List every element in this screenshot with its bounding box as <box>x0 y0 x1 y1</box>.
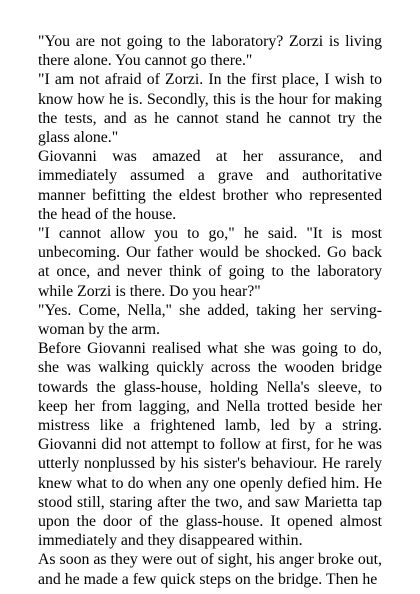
paragraph-7: As soon as they were out of sight, his anger broke out, and he made a few quick steps on the bridge. Then he <box>38 551 382 588</box>
paragraph-4: "I cannot allow you to go," he said. "It is most unbecoming. Our father would be shocked. Go back at once, and never think of going to the laboratory while Zorzi is there. Do you hear?" <box>38 225 382 300</box>
paragraph-1: "You are not going to the laboratory? Zorzi is living there alone. You cannot go there." <box>38 33 382 70</box>
paragraph-2: "I am not afraid of Zorzi. In the first place, I wish to know how he is. Secondly, this is the hour for making the tests, and as he cannot stand he cannot try the glass alone." <box>38 71 382 147</box>
paragraph-5: "Yes. Come, Nella," she added, taking her serving-woman by the arm. <box>38 301 382 339</box>
paragraph-6: Before Giovanni realised what she was going to do, she was walking quickly across the wooden bridge towards the glass-house, holding Nella's sleeve, to keep her from lagging, and Nella trotted beside her mistress like a frightened lamb, led by a string. Giovanni did not attempt to follow at first, for he was utterly nonplussed by his sister's behaviour. He rarely knew what to do when any one openly defied him. He stood still, staring after the two, and saw Marietta tap upon the door of the glass-house. It opened almost immediately and they disappeared within. <box>38 340 382 550</box>
book-page-text <box>38 32 382 589</box>
paragraph-3: Giovanni was amazed at her assurance, and immediately assumed a grave and authoritative manner befitting the eldest brother who represented the head of the house. <box>38 148 382 223</box>
